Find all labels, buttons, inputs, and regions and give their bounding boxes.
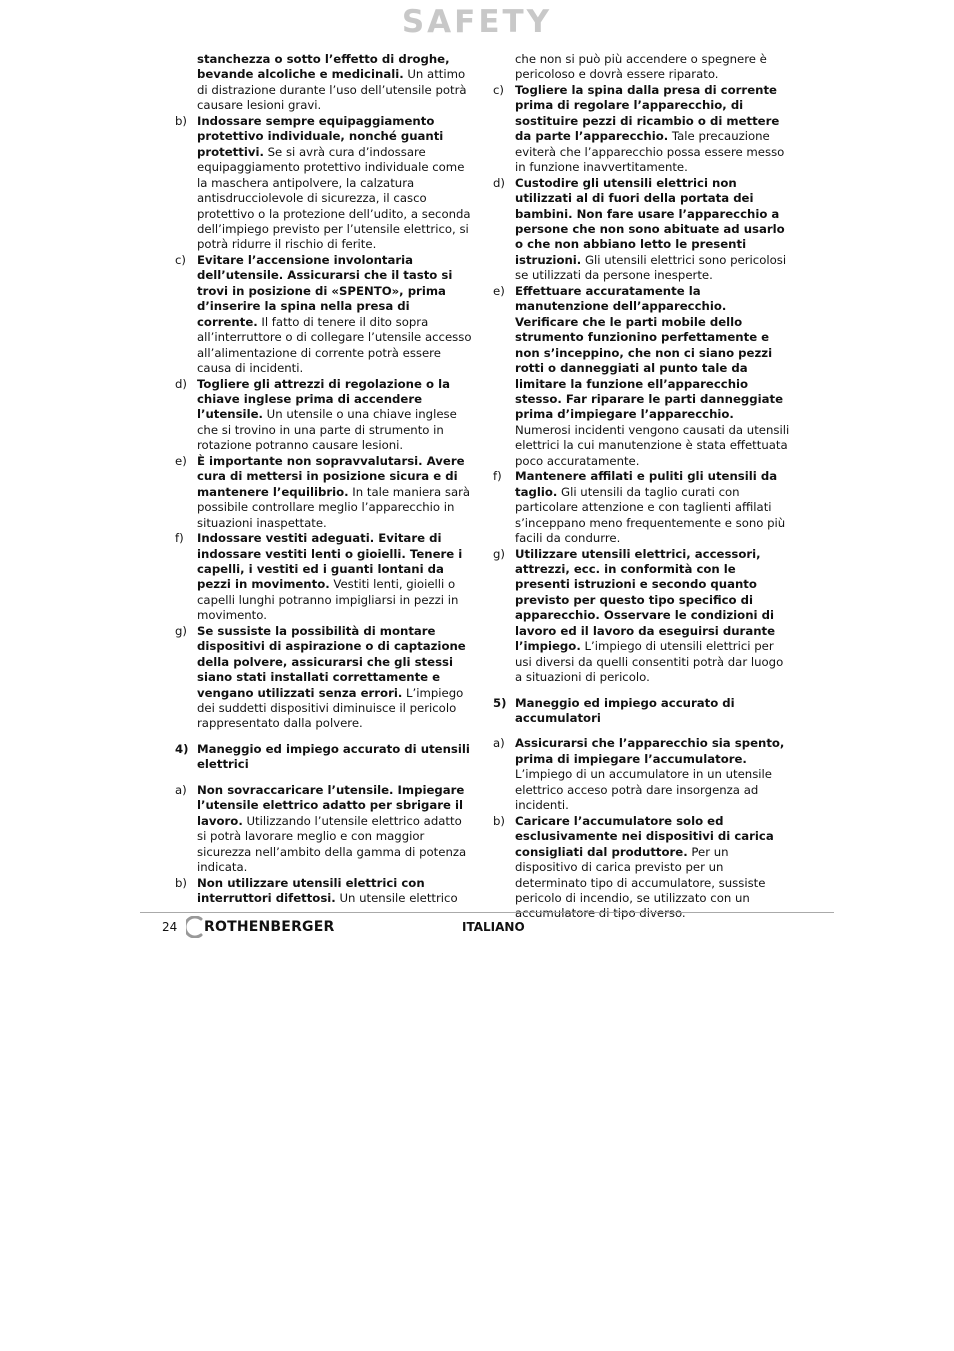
item-bold-text: È importante non sopravvalutarsi. Avere cura di mettersi in posizione sicura e di mantenere l’equilibrio.: [197, 453, 465, 499]
intro-paragraph: che non si può più accendere o spegnere è pericoloso e dovrà essere riparato.: [515, 52, 767, 82]
list-marker: b): [175, 113, 187, 128]
item-bold-text: Custodire gli utensili elettrici non utilizzati al di fuori della portata dei bambini. Non fare usare l’apparecchio a persone che non sono abituate ad usarlo o che non abbiano letto le presenti istruzioni.: [515, 175, 785, 267]
item-bold-text: Utilizzare utensili elettrici, accessori, attrezzi, ecc. in conformità con le presenti istruzioni e secondo quanto previsto per questo tipo specifico di apparecchio. Osservare le condizioni di lavoro ed il lavoro da eseguirsi durante l’impiego.: [515, 546, 776, 654]
list-item: [175, 253, 472, 377]
list-marker: b): [175, 875, 187, 890]
list-marker: e): [493, 283, 505, 298]
list-marker: a): [175, 782, 187, 797]
item-bold-text: Non utilizzare utensili elettrici con interruttori difettosi.: [197, 875, 425, 906]
list-marker: a): [493, 736, 505, 751]
intro-text: Un attimo di distrazione durante l’uso dell’utensile potrà causare lesioni gravi.: [197, 67, 467, 113]
list-marker: c): [493, 82, 504, 97]
list-item: [493, 469, 793, 546]
right-column: [493, 52, 793, 922]
list-marker: b): [493, 813, 505, 828]
list-item: [493, 547, 793, 686]
item-text: Numerosi incidenti vengono causati da utensili elettrici la cui manutenzione è stata effettuata poco accuratamente.: [515, 422, 790, 468]
list-item: [175, 783, 472, 876]
item-bold-text: Togliere gli attrezzi di regolazione o la chiave inglese prima di accendere l’utensile.: [197, 376, 450, 422]
item-bold-text: Se sussiste la possibilità di montare dispositivi di aspirazione o di captazione della polvere, assicurarsi che gli stessi siano stati installati correttamente e vengano utilizzati senza errori.: [197, 623, 466, 700]
item-text: L’impiego dei suddetti dispositivi diminuisce il pericolo rappresentato dalla polvere.: [197, 685, 464, 731]
item-text: L’impiego di un accumulatore in un utensile elettrico acceso potrà dare insorgenza ad incidenti.: [515, 767, 772, 813]
section-number: 4): [175, 741, 189, 756]
section-number: 5): [493, 695, 507, 710]
list-marker: g): [175, 623, 187, 638]
left-column: [175, 52, 472, 906]
item-text: Gli utensili da taglio curati con particolare attenzione e con taglienti affilati s’inceppano meno frequentemente e sono più facili da condurre.: [515, 484, 786, 546]
list-item: [175, 377, 472, 454]
item-text: Se si avrà cura d’indossare equipaggiamento protettivo individuale come la maschera antipolvere, la calzatura antisdrucciolevole di sicurezza, il casco protettivo o la protezione dell’udito, a seconda dell’impiego previsto per l’utensile elettrico, si potrà ridurre il rischio di ferite.: [197, 144, 471, 252]
item-bold-text: Togliere la spina dalla presa di corrente prima di regolare l’apparecchio, di sostituire pezzi di ricambio o di mettere da parte l’apparecchio.: [515, 82, 780, 144]
item-bold-text: Indossare vestiti adeguati. Evitare di indossare vestiti lenti o gioielli. Tenere i capelli, i vestiti ed i guanti lontani da pezzi in movimento.: [197, 531, 463, 592]
item-text: Vestiti lenti, gioielli o capelli lunghi potranno impigliarsi in pezzi in movimento.: [197, 577, 459, 623]
item-text: In tale maniera sarà possibile controllare meglio l’apparecchio in situazioni inaspettate.: [197, 484, 471, 530]
brand-name: ROTHENBERGER: [204, 919, 335, 935]
list-marker: g): [493, 546, 505, 561]
item-bold-text: Indossare sempre equipaggiamento protettivo individuale, nonché guanti protettivi.: [197, 113, 444, 159]
item-bold-text: Caricare l’accumulatore solo ed esclusivamente nei dispositivi di carica consigliati dal produttore.: [515, 813, 774, 859]
list-item: [175, 876, 472, 907]
item-bold-text: Mantenere affilati e puliti gli utensili da taglio.: [515, 469, 778, 499]
list-marker: f): [175, 531, 184, 546]
language-label: ITALIANO: [462, 920, 525, 934]
list-item: [493, 284, 793, 469]
list-marker: c): [175, 252, 186, 267]
item-text: Un utensile elettrico: [335, 891, 458, 906]
section-heading: [175, 742, 472, 773]
item-text: Per un dispositivo di carica previsto per un determinato tipo di accumulatore, sussiste pericolo di incendio, se utilizzato con un accumulatore di tipo diverso.: [515, 844, 766, 921]
list-item: [175, 454, 472, 531]
intro-bold-text: stanchezza o sotto l’effetto di droghe, bevande alcoliche e medicinali.: [197, 52, 450, 82]
list-item: [493, 176, 793, 284]
list-item: [493, 83, 793, 176]
page-header-title: SAFETY: [401, 4, 553, 40]
item-text: Utilizzando l’utensile elettrico adatto si potrà lavorare meglio e con maggior sicurezza nell’ambito della gamma di potenza indicata.: [197, 813, 467, 875]
section-heading: [493, 696, 793, 727]
section-title: Maneggio ed impiego accurato di accumulatori: [515, 695, 735, 726]
list-item: [175, 114, 472, 253]
list-marker: f): [493, 469, 502, 484]
list-marker: d): [493, 175, 505, 190]
item-bold-text: Non sovraccaricare l’utensile. Impiegare l’utensile elettrico adatto per sbrigare il lavoro.: [197, 782, 465, 828]
section-title: Maneggio ed impiego accurato di utensili elettrici: [197, 741, 470, 772]
list-item: [493, 736, 793, 813]
list-marker: e): [175, 453, 187, 468]
list-item: [493, 814, 793, 922]
item-text: L’impiego di utensili elettrici per usi diversi da quelli consentiti potrà dar luogo a situazioni di pericolo.: [515, 639, 784, 685]
list-marker: d): [175, 376, 187, 391]
list-item: [175, 624, 472, 732]
item-bold-text: Effettuare accuratamente la manutenzione dell’apparecchio. Verificare che le parti mobile dello strumento funzionino perfettamente e non s’inceppino, che non ci siano pezzi rotti o danneggiati al punto tale da limitare la funzione ell’apparecchio stesso. Far riparare le parti danneggiate prima d’impiegare l’apparecchio.: [515, 283, 784, 422]
item-text: Un utensile o una chiave inglese che si trovino in una parte di strumento in rotazione potranno causare lesioni.: [197, 407, 457, 453]
item-bold-text: Assicurarsi che l’apparecchio sia spento, prima di impiegare l’accumulatore.: [515, 736, 785, 766]
page-number: 24: [162, 920, 178, 934]
list-item: [175, 531, 472, 624]
item-bold-text: Evitare l’accensione involontaria dell’utensile. Assicurarsi che il tasto si trovi in posizione di «SPENTO», prima d’inserire la spina nella presa di corrente.: [197, 252, 453, 329]
item-text: Tale precauzione eviterà che l’apparecchio possa essere messo in funzione inavvertitamente.: [515, 129, 785, 175]
intro-paragraph: [197, 52, 472, 114]
footer-divider: [140, 912, 834, 913]
item-text: Il fatto di tenere il dito sopra all’interruttore o di collegare l’utensile accesso all’alimentazione di corrente potrà essere causa di incidenti.: [197, 314, 472, 376]
item-text: Gli utensili elettrici sono pericolosi se utilizzati da persone inesperte.: [515, 252, 787, 283]
